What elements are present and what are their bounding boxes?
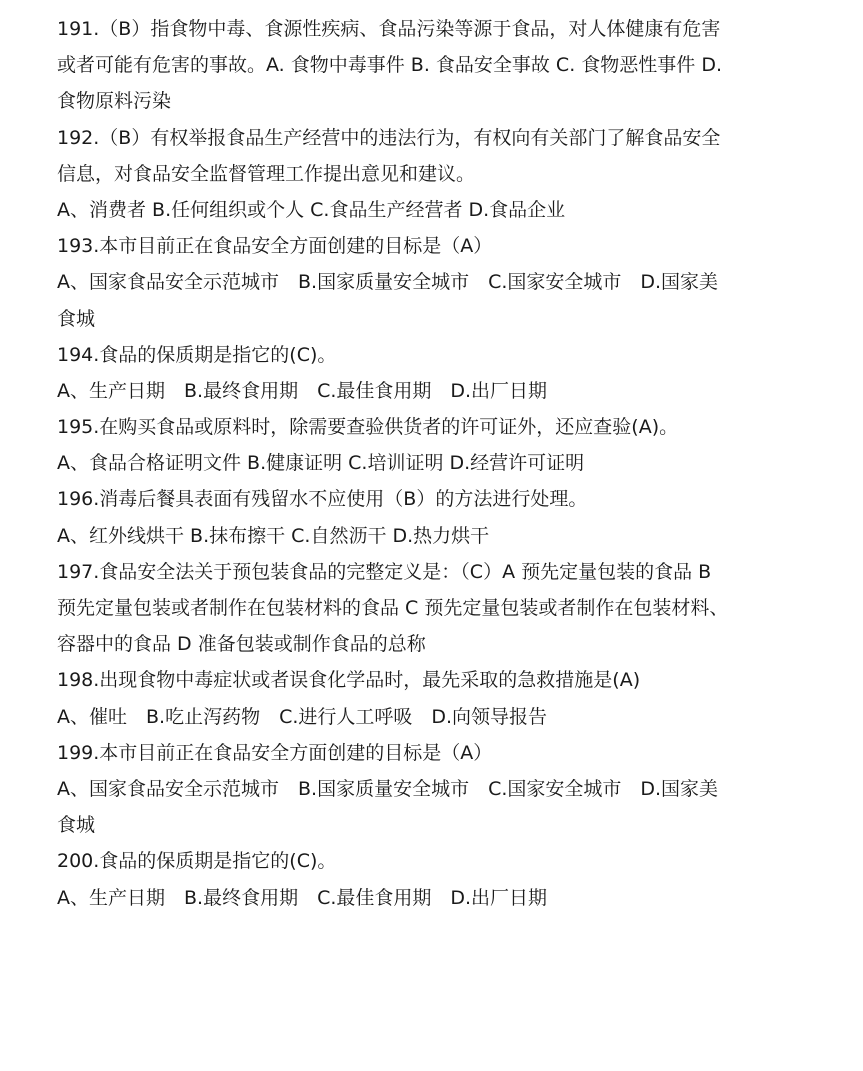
q193-question: 193.本市目前正在食品安全方面创建的目标是（A） (57, 235, 493, 258)
q191-line-1: 191.（B）指食物中毒、食源性疾病、食品污染等源于食品，对人体健康有危害 (57, 18, 721, 40)
q198-options: A、催吐 B.吃止泻药物 C.进行人工呼吸 D.向领导报告 (57, 705, 548, 728)
q197-line-1: 197.食品安全法关于预包装食品的完整定义是：（C）A 预先定量包装的食品 B (57, 560, 712, 583)
q200-question: 200.食品的保质期是指它的(C)。 (57, 850, 337, 873)
q199-options-2: 食城 (57, 814, 96, 837)
q192-line-2: 信息，对食品安全监督管理工作提出意见和建议。 (57, 162, 476, 185)
q200-options: A、生产日期 B.最终食用期 C.最佳食用期 D.出厂日期 (57, 886, 548, 909)
q193-options-2: 食城 (57, 307, 96, 330)
q191-line-3: 食物原料污染 (57, 90, 172, 113)
q194-question: 194.食品的保质期是指它的(C)。 (57, 343, 337, 366)
q199-question: 199.本市目前正在食品安全方面创建的目标是（A） (57, 741, 493, 764)
q198-question: 198.出现食物中毒症状或者误食化学品时，最先采取的急救措施是(A) (57, 669, 641, 692)
q197-line-3: 容器中的食品 D 准备包装或制作食品的总称 (57, 633, 426, 656)
q195-question: 195.在购买食品或原料时，除需要查验供货者的许可证外，还应查验(A)。 (57, 416, 679, 439)
q191-line-2: 或者可能有危害的事故。A. 食物中毒事件 B. 食品安全事故 C. 食物恶性事件 D. (57, 54, 722, 77)
q192-options: A、消费者 B.任何组织或个人 C.食品生产经营者 D.食品企业 (57, 198, 566, 221)
q199-options-1: A、国家食品安全示范城市 B.国家质量安全城市 C.国家安全城市 D.国家美 (57, 777, 719, 800)
q193-options-1: A、国家食品安全示范城市 B.国家质量安全城市 C.国家安全城市 D.国家美 (57, 271, 719, 294)
q194-options: A、生产日期 B.最终食用期 C.最佳食用期 D.出厂日期 (57, 379, 548, 402)
q192-line-1: 192.（B）有权举报食品生产经营中的违法行为，有权向有关部门了解食品安全 (57, 126, 721, 149)
q197-line-2: 预先定量包装或者制作在包装材料的食品 C 预先定量包装或者制作在包装材料、 (57, 597, 729, 619)
q196-options: A、红外线烘干 B.抹布擦干 C.自然沥干 D.热力烘干 (57, 524, 490, 547)
q196-question: 196.消毒后餐具表面有残留水不应使用（B）的方法进行处理。 (57, 488, 588, 511)
q195-options: A、食品合格证明文件 B.健康证明 C.培训证明 D.经营许可证明 (57, 452, 585, 475)
